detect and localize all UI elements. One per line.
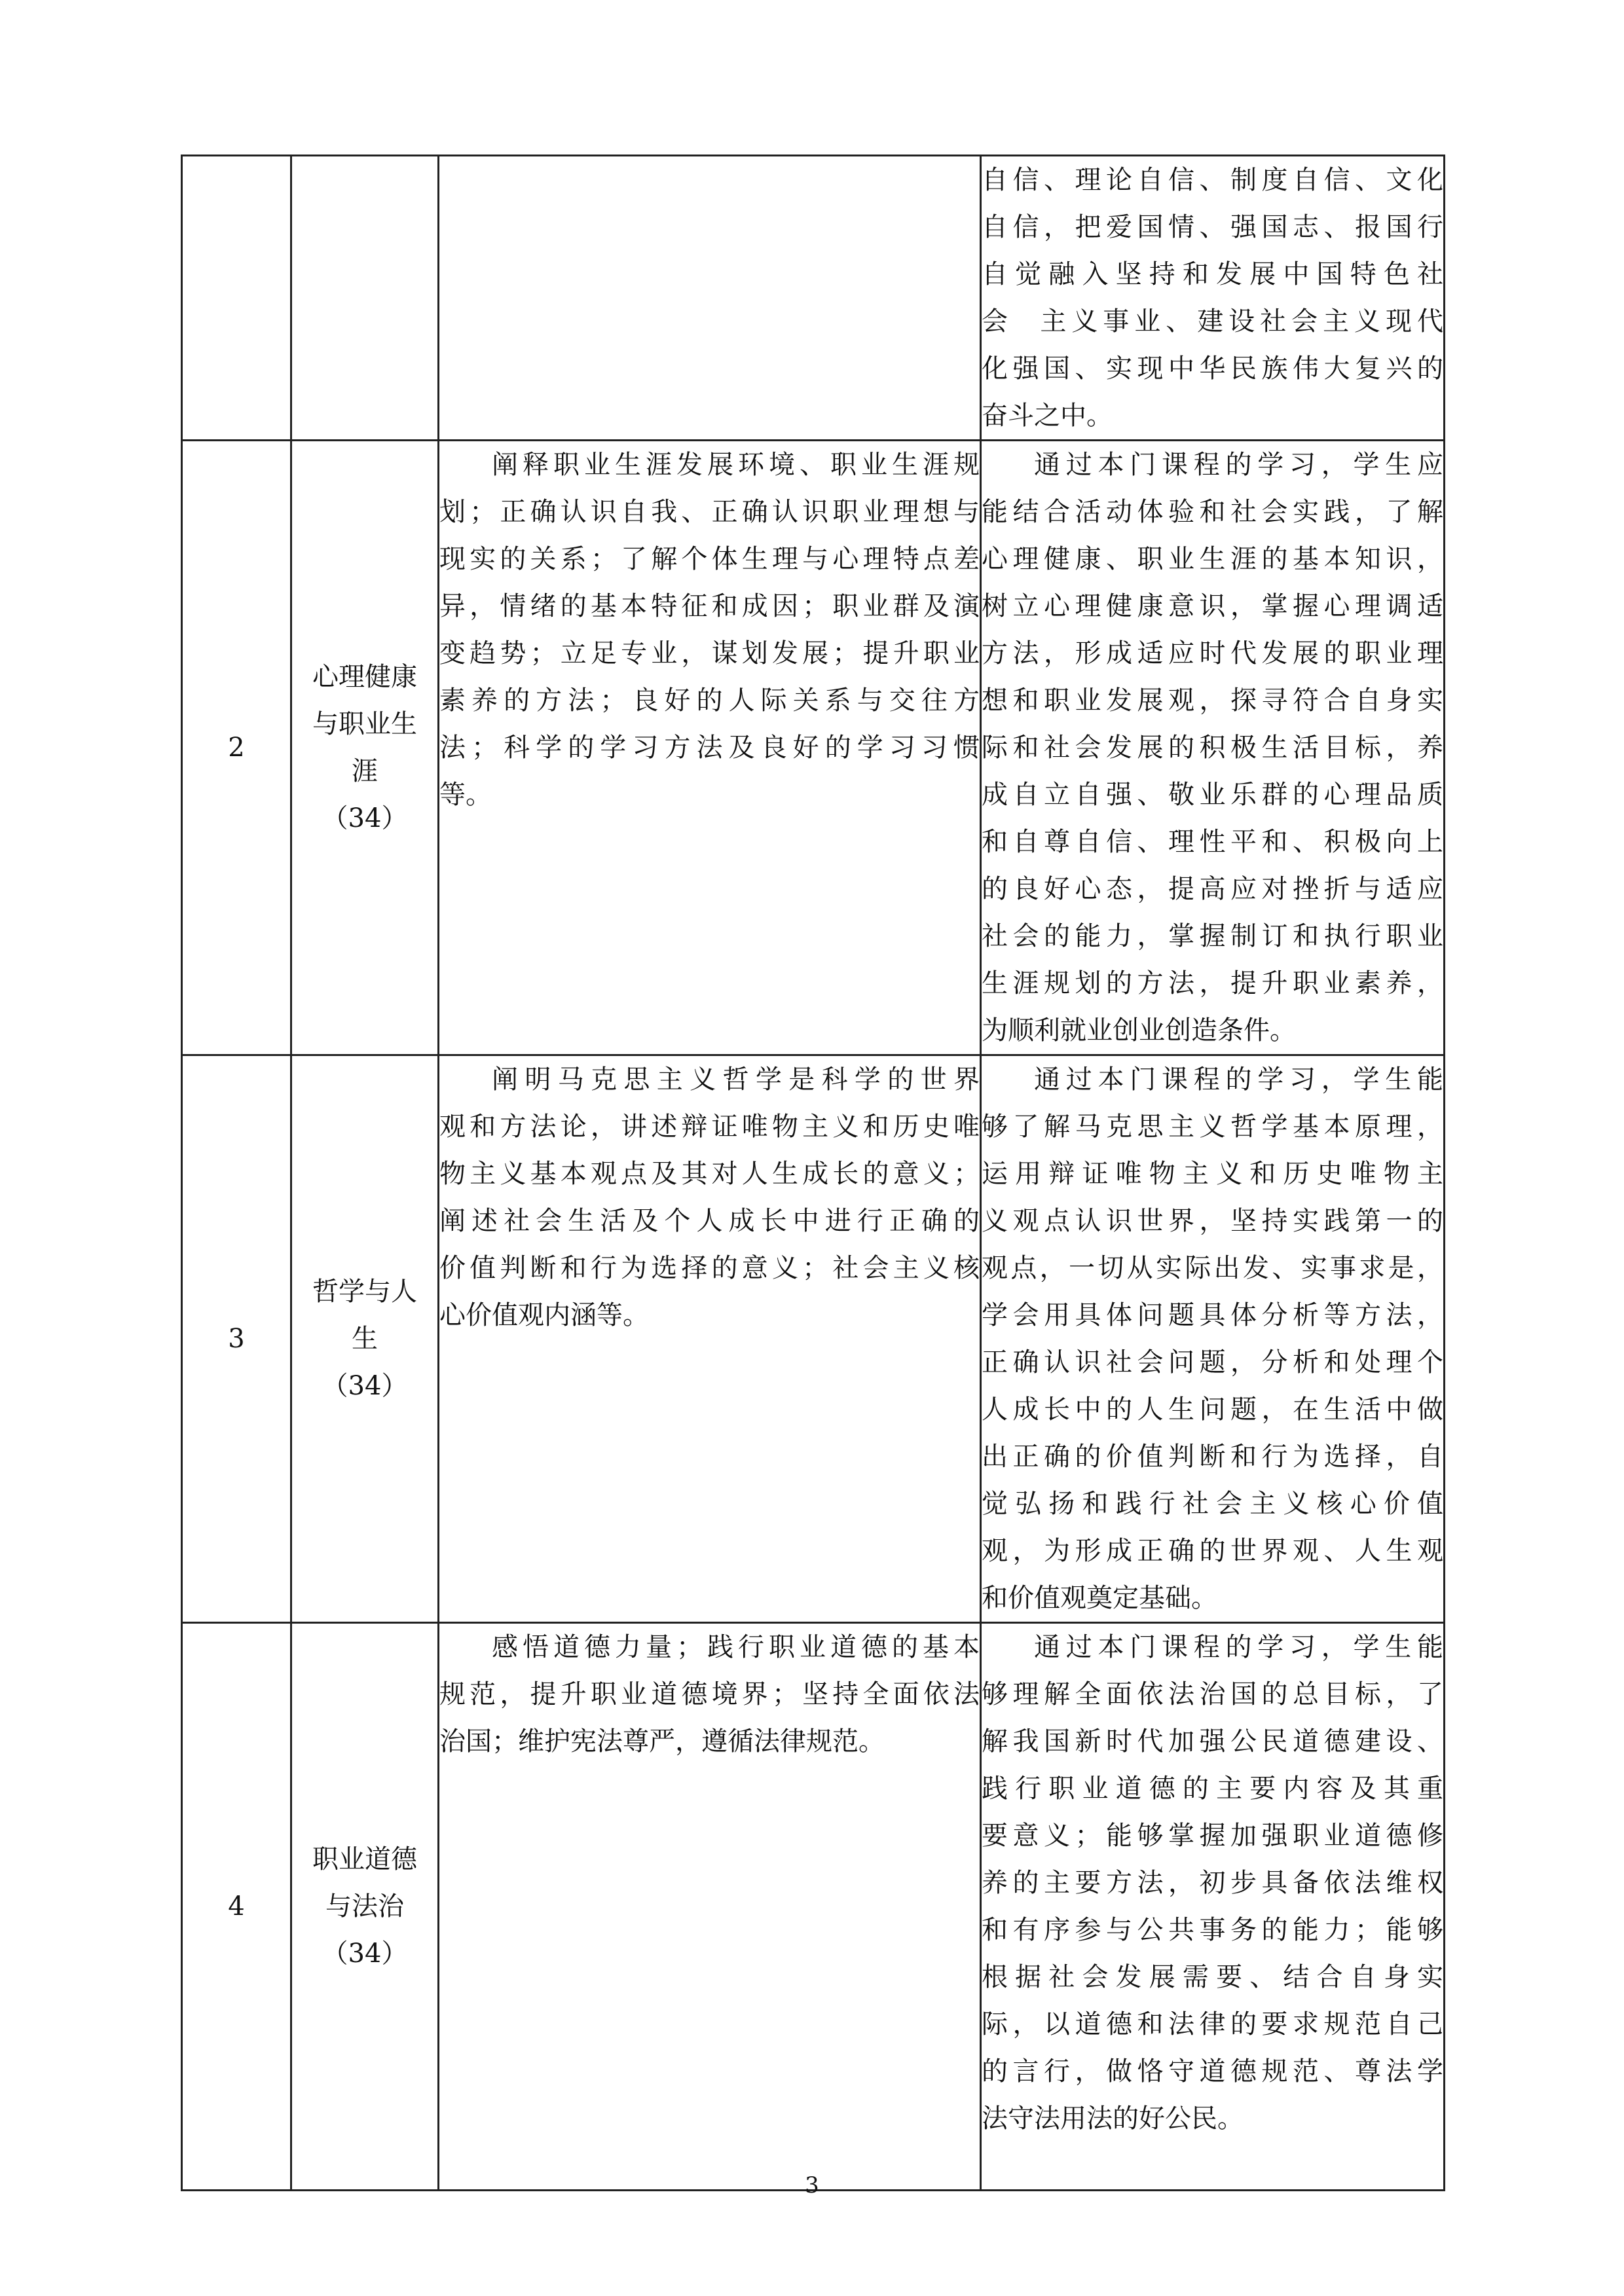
goal-line: 觉弘扬和践行社会主义核心价值 bbox=[982, 1489, 1443, 1519]
goal-line: 和自尊自信、理性平和、积极向上 bbox=[982, 827, 1443, 857]
course-hours: （34） bbox=[322, 1939, 408, 1969]
content-line: 现实的关系；了解个体生理与心理特点差 bbox=[439, 544, 980, 574]
course-goal-cell bbox=[981, 441, 1445, 1055]
goal-line: 自觉融入坚持和发展中国特色社 bbox=[982, 259, 1443, 289]
goal-line: 学会用具体问题具体分析等方法， bbox=[982, 1300, 1443, 1330]
course-name-line: 职业道德 bbox=[312, 1844, 417, 1874]
goal-line: 出正确的价值判断和行为选择，自 bbox=[982, 1442, 1443, 1472]
row-number-cell bbox=[182, 441, 291, 1055]
course-hours: （34） bbox=[322, 803, 408, 833]
goal-line: 和价值观奠定基础。 bbox=[982, 1583, 1217, 1613]
goal-line: 际和社会发展的积极生活目标，养 bbox=[982, 733, 1443, 763]
goal-line: 的良好心态，提高应对挫折与适应 bbox=[982, 874, 1443, 904]
goal-line: 养的主要方法，初步具备依法维权 bbox=[982, 1868, 1443, 1898]
content-line: 素养的方法；良好的人际关系与交往方 bbox=[439, 685, 980, 716]
goal-line: 会 主义事业、建设社会主义现代 bbox=[982, 306, 1443, 337]
goal-line: 运用辩证唯物主义和历史唯物主 bbox=[982, 1159, 1443, 1189]
curriculum-table bbox=[181, 155, 1445, 2191]
goal-line: 成自立自强、敬业乐群的心理品质 bbox=[982, 780, 1443, 810]
table-row bbox=[182, 441, 1445, 1055]
content-line: 规范，提升职业道德境界；坚持全面依法 bbox=[439, 1679, 980, 1709]
content-line: 阐述社会生活及个人成长中进行正确的 bbox=[439, 1206, 980, 1236]
content-line: 心价值观内涵等。 bbox=[439, 1300, 649, 1330]
course-name-line: 与法治 bbox=[325, 1891, 404, 1922]
table-row bbox=[182, 1055, 1445, 1623]
row-number: 4 bbox=[228, 1891, 245, 1922]
goal-line: 生涯规划的方法，提升职业素养， bbox=[982, 968, 1443, 998]
course-name-cell bbox=[291, 156, 439, 441]
content-line: 变趋势；立足专业，谋划发展；提升职业 bbox=[439, 638, 980, 668]
row-number-cell bbox=[182, 1623, 291, 2191]
content-line: 治国；维护宪法尊严，遵循法律规范。 bbox=[439, 1726, 885, 1757]
course-name-line: 哲学与人 bbox=[312, 1277, 417, 1307]
goal-line: 正确认识社会问题，分析和处理个 bbox=[982, 1347, 1443, 1377]
row-number-cell bbox=[182, 156, 291, 441]
goal-line: 化强国、实现中华民族伟大复兴的 bbox=[982, 354, 1443, 384]
content-line: 等。 bbox=[439, 780, 492, 810]
course-name-line: 涯 bbox=[352, 756, 378, 786]
course-name-cell bbox=[291, 1055, 439, 1623]
row-number: 2 bbox=[228, 733, 245, 763]
goal-line: 够了解马克思主义哲学基本原理， bbox=[982, 1112, 1443, 1142]
course-goal-cell bbox=[981, 156, 1445, 441]
course-name-line: 与职业生 bbox=[312, 709, 417, 739]
goal-line: 人成长中的人生问题，在生活中做 bbox=[982, 1394, 1443, 1425]
row-number: 3 bbox=[228, 1324, 245, 1354]
goal-line: 奋斗之中。 bbox=[982, 401, 1113, 431]
page-number: 3 bbox=[805, 2172, 819, 2198]
goal-line: 观，为形成正确的世界观、人生观 bbox=[982, 1536, 1443, 1566]
goal-line: 际，以道德和法律的要求规范自己 bbox=[982, 2009, 1443, 2039]
content-line: 价值判断和行为选择的意义；社会主义核 bbox=[439, 1253, 980, 1283]
course-goal-cell bbox=[981, 1055, 1445, 1623]
goal-line: 通过本门课程的学习，学生能 bbox=[1034, 1632, 1443, 1662]
content-line: 阐释职业生涯发展环境、职业生涯规 bbox=[492, 450, 980, 480]
content-line: 阐明马克思主义哲学是科学的世界 bbox=[492, 1065, 980, 1095]
table-row bbox=[182, 1623, 1445, 2191]
table-row bbox=[182, 156, 1445, 441]
content-line: 划；正确认识自我、正确认识职业理想与 bbox=[439, 497, 980, 527]
goal-line: 社会的能力，掌握制订和执行职业 bbox=[982, 921, 1443, 951]
goal-line: 法守法用法的好公民。 bbox=[982, 2104, 1244, 2134]
course-content-cell bbox=[439, 441, 981, 1055]
goal-line: 的言行，做恪守道德规范、尊法学 bbox=[982, 2056, 1443, 2086]
goal-line: 解我国新时代加强公民道德建设、 bbox=[982, 1726, 1443, 1757]
course-content-cell bbox=[439, 1055, 981, 1623]
course-content-cell bbox=[439, 1623, 981, 2191]
goal-line: 心理健康、职业生涯的基本知识， bbox=[982, 544, 1443, 574]
goal-line: 和有序参与公共事务的能力；能够 bbox=[982, 1915, 1443, 1945]
course-goal-cell bbox=[981, 1623, 1445, 2191]
goal-line: 自信，把爱国情、强国志、报国行 bbox=[982, 212, 1443, 242]
goal-line: 根据社会发展需要、结合自身实 bbox=[982, 1962, 1443, 1992]
course-name-cell bbox=[291, 1623, 439, 2191]
goal-line: 通过本门课程的学习，学生应 bbox=[1034, 450, 1443, 480]
goal-line: 方法，形成适应时代发展的职业理 bbox=[982, 638, 1443, 668]
goal-line: 为顺利就业创业创造条件。 bbox=[982, 1015, 1296, 1046]
goal-line: 能结合活动体验和社会实践，了解 bbox=[982, 497, 1443, 527]
goal-line: 树立心理健康意识，掌握心理调适 bbox=[982, 591, 1443, 621]
goal-line: 践行职业道德的主要内容及其重 bbox=[982, 1774, 1443, 1804]
content-line: 异，情绪的基本特征和成因；职业群及演 bbox=[439, 591, 980, 621]
goal-line: 义观点认识世界，坚持实践第一的 bbox=[982, 1206, 1443, 1236]
goal-line: 够理解全面依法治国的总目标，了 bbox=[982, 1679, 1443, 1709]
goal-line: 观点，一切从实际出发、实事求是， bbox=[982, 1253, 1443, 1283]
content-line: 感悟道德力量；践行职业道德的基本 bbox=[492, 1632, 980, 1662]
course-name-line: 心理健康 bbox=[312, 662, 417, 692]
content-line: 物主义基本观点及其对人生成长的意义； bbox=[439, 1159, 980, 1189]
course-content-cell bbox=[439, 156, 981, 441]
course-hours: （34） bbox=[322, 1371, 408, 1401]
goal-line: 想和职业发展观，探寻符合自身实 bbox=[982, 685, 1443, 716]
goal-line: 通过本门课程的学习，学生能 bbox=[1034, 1065, 1443, 1095]
content-line: 法；科学的学习方法及良好的学习习惯 bbox=[439, 733, 980, 763]
course-name-cell bbox=[291, 441, 439, 1055]
course-name-line: 生 bbox=[352, 1324, 378, 1354]
goal-line: 自信、理论自信、制度自信、文化 bbox=[982, 165, 1443, 195]
row-number-cell bbox=[182, 1055, 291, 1623]
content-line: 观和方法论，讲述辩证唯物主义和历史唯 bbox=[439, 1112, 980, 1142]
goal-line: 要意义；能够掌握加强职业道德修 bbox=[982, 1821, 1443, 1851]
